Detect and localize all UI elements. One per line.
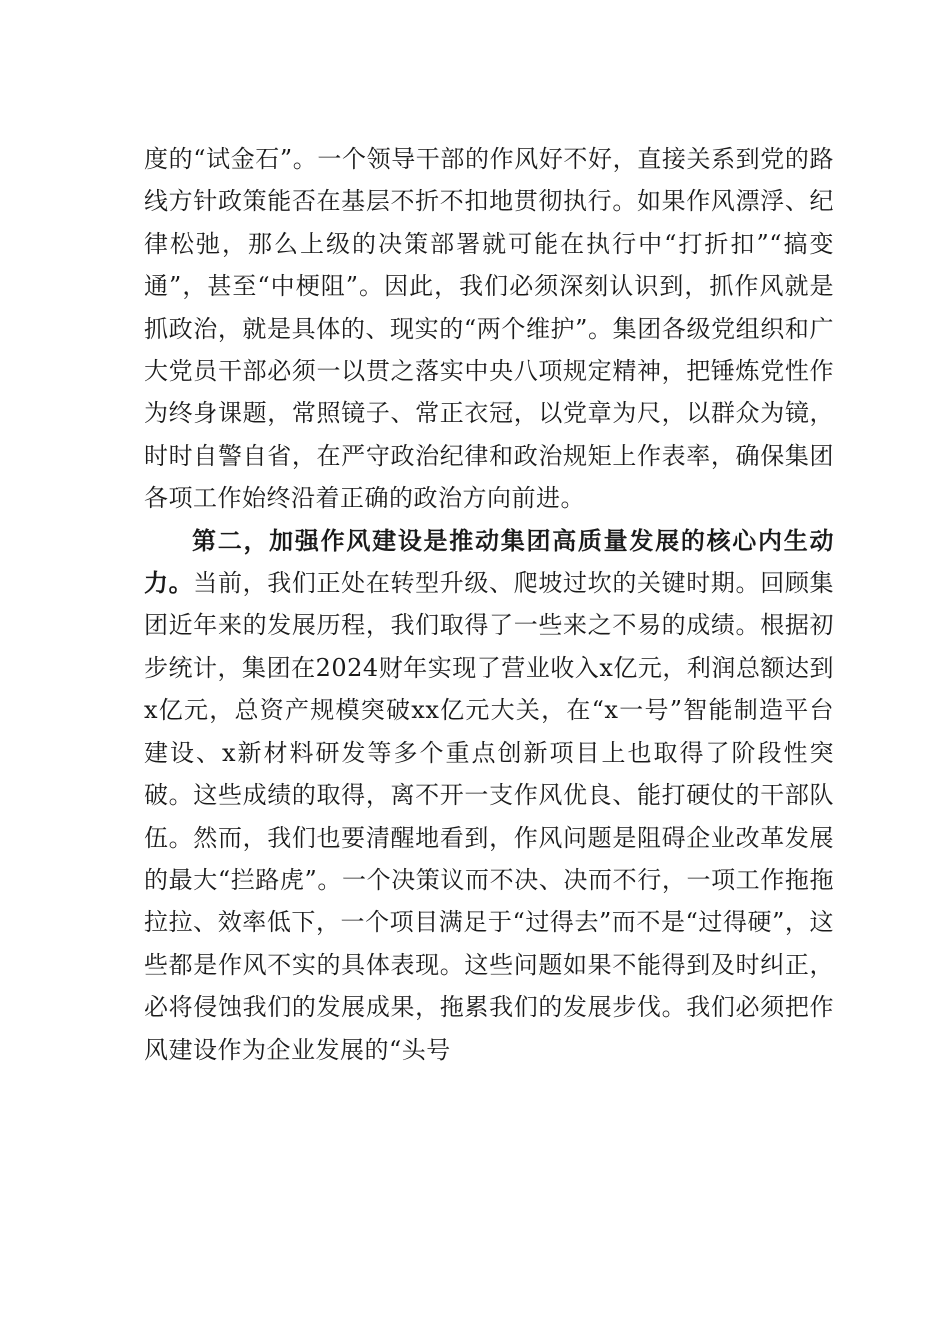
- paragraph-text: 当前，我们正处在转型升级、爬坡过坎的关键时期。回顾集团近年来的发展历程，我们取得了一些来之不易的成绩。根据初步统计，集团在2024财年实现了营业收入x亿元，利润总额达到x亿元，总资产规模突破xx亿元大关，在“x一号”智能制造平台建设、x新材料研发等多个重点创新项目上也取得了阶段性突破。这些成绩的取得，离不开一支作风优良、能打硬仗的干部队伍。然而，我们也要清醒地看到，作风问题是阻碍企业改革发展的最大“拦路虎”。一个决策议而不决、决而不行，一项工作拖拖拉拉、效率低下，一个项目满足于“过得去”而不是“过得硬”，这些都是作风不实的具体表现。这些问题如果不能得到及时纠正，必将侵蚀我们的发展成果，拖累我们的发展步伐。我们必须把作风建设作为企业发展的“头号: [144, 569, 834, 1064]
- paragraph-lead-heading: 第二，加强作风建设是推动集团高质量发展的核心内生动力。: [144, 525, 834, 598]
- paragraph-text: 度的“试金石”。一个领导干部的作风好不好，直接关系到党的路线方针政策能否在基层不折不扣地贯彻执行。如果作风漂浮、纪律松弛，那么上级的决策部署就可能在执行中“打折扣”“搞变通”，甚至“中梗阻”。因此，我们必须深刻认识到，抓作风就是抓政治，就是具体的、现实的“两个维护”。集团各级党组织和广大党员干部必须一以贯之落实中央八项规定精神，把锤炼党性作为终身课题，常照镜子、常正衣冠，以党章为尺，以群众为镜，时时自警自省，在严守政治纪律和政治规矩上作表率，确保集团各项工作始终沿着正确的政治方向前进。: [144, 145, 834, 513]
- paragraph-second-point: [144, 520, 834, 1071]
- document-body: [144, 138, 834, 1071]
- paragraph-continued: [144, 138, 834, 520]
